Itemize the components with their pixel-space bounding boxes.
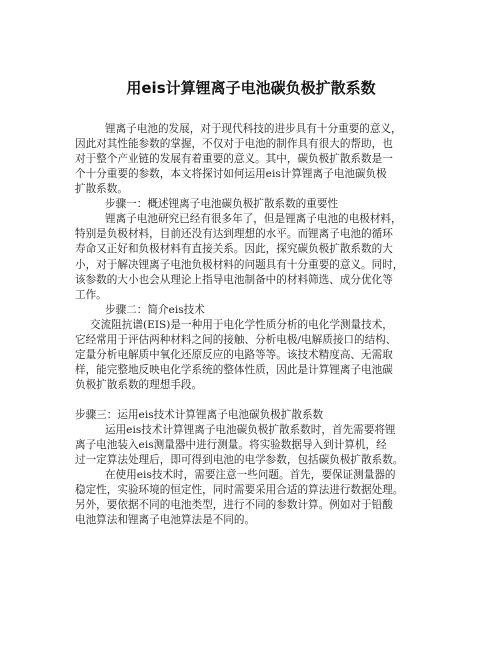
paragraph-line: 扩散系数。: [75, 183, 128, 195]
paragraph-line: 寿命又正好和负极材料有直接关系。因此，探究碳负极扩散系数的大: [75, 243, 393, 255]
paragraph-line: 锂离子电池研究已经有很多年了，但是锂离子电池的电极材料，: [105, 213, 402, 225]
paragraph-line: 对于整个产业链的发展有着重要的意义。其中，碳负极扩散系数是一: [75, 153, 393, 165]
paragraph-line: 它经常用于评估两种材料之间的接触、分析电极/电解质接口的结构、: [75, 334, 397, 346]
paragraph-line: 因此对其性能参数的掌握，不仅对于电池的制作具有很大的帮助，也: [75, 138, 393, 150]
paragraph-line: 小，对于解决锂离子电池负极材料的问题具有十分重要的意义。同时，: [75, 259, 404, 271]
paragraph-line: 负极扩散系数的理想手段。: [75, 379, 203, 391]
paragraph-line: 个十分重要的参数，本文将探讨如何运用eis计算锂离子电池碳负极: [75, 168, 387, 180]
paragraph-line: 运用eis技术计算锂离子电池碳负极扩散系数时，首先需要将锂: [105, 424, 396, 436]
paragraph-line: 交流阻抗谱(EIS)是一种用于电化学性质分析的电化学测量技术，: [90, 319, 393, 331]
paragraph-line: 定量分析电解质中氧化还原反应的电路等等。该技术精度高、无需取: [75, 349, 393, 361]
section-heading: 步骤三：运用eis技术计算锂离子电池碳负极扩散系数: [75, 409, 324, 421]
paragraph-line: 工作。: [75, 289, 107, 301]
paragraph-line: 该参数的大小也会从理论上指导电池制备中的材料筛选、成分优化等: [75, 274, 393, 286]
paragraph-line: 样，能完整地反映电化学系统的整体性质，因此是计算锂离子电池碳: [75, 364, 393, 376]
paragraph-line: 电池算法和锂离子电池算法是不同的。: [75, 514, 256, 526]
section-heading: 步骤二：简介eis技术: [105, 304, 205, 316]
document-title: 用eis计算锂离子电池碳负极扩散系数: [126, 79, 376, 97]
paragraph-line: 过一定算法处理后，即可得到电池的电学参数，包括碳负极扩散系数。: [75, 454, 404, 466]
paragraph-line: 另外，要依据不同的电池类型，进行不同的参数计算。例如对于铅酸: [75, 499, 393, 511]
section-heading: 步骤一：概述锂离子电池碳负极扩散系数的重要性: [105, 198, 339, 210]
paragraph-line: 在使用eis技术时，需要注意一些问题。首先，要保证测量器的: [105, 469, 396, 481]
paragraph-line: 锂离子电池的发展，对于现代科技的进步具有十分重要的意义，: [105, 123, 402, 135]
paragraph-line: 特别是负极材料，目前还没有达到理想的水平。而锂离子电池的循环: [75, 228, 393, 240]
paragraph-line: 离子电池装入eis测量器中进行测量。将实验数据导入到计算机，经: [75, 439, 387, 451]
paragraph-line: 稳定性，实验环境的恒定性，同时需要采用合适的算法进行数据处理。: [75, 484, 404, 496]
